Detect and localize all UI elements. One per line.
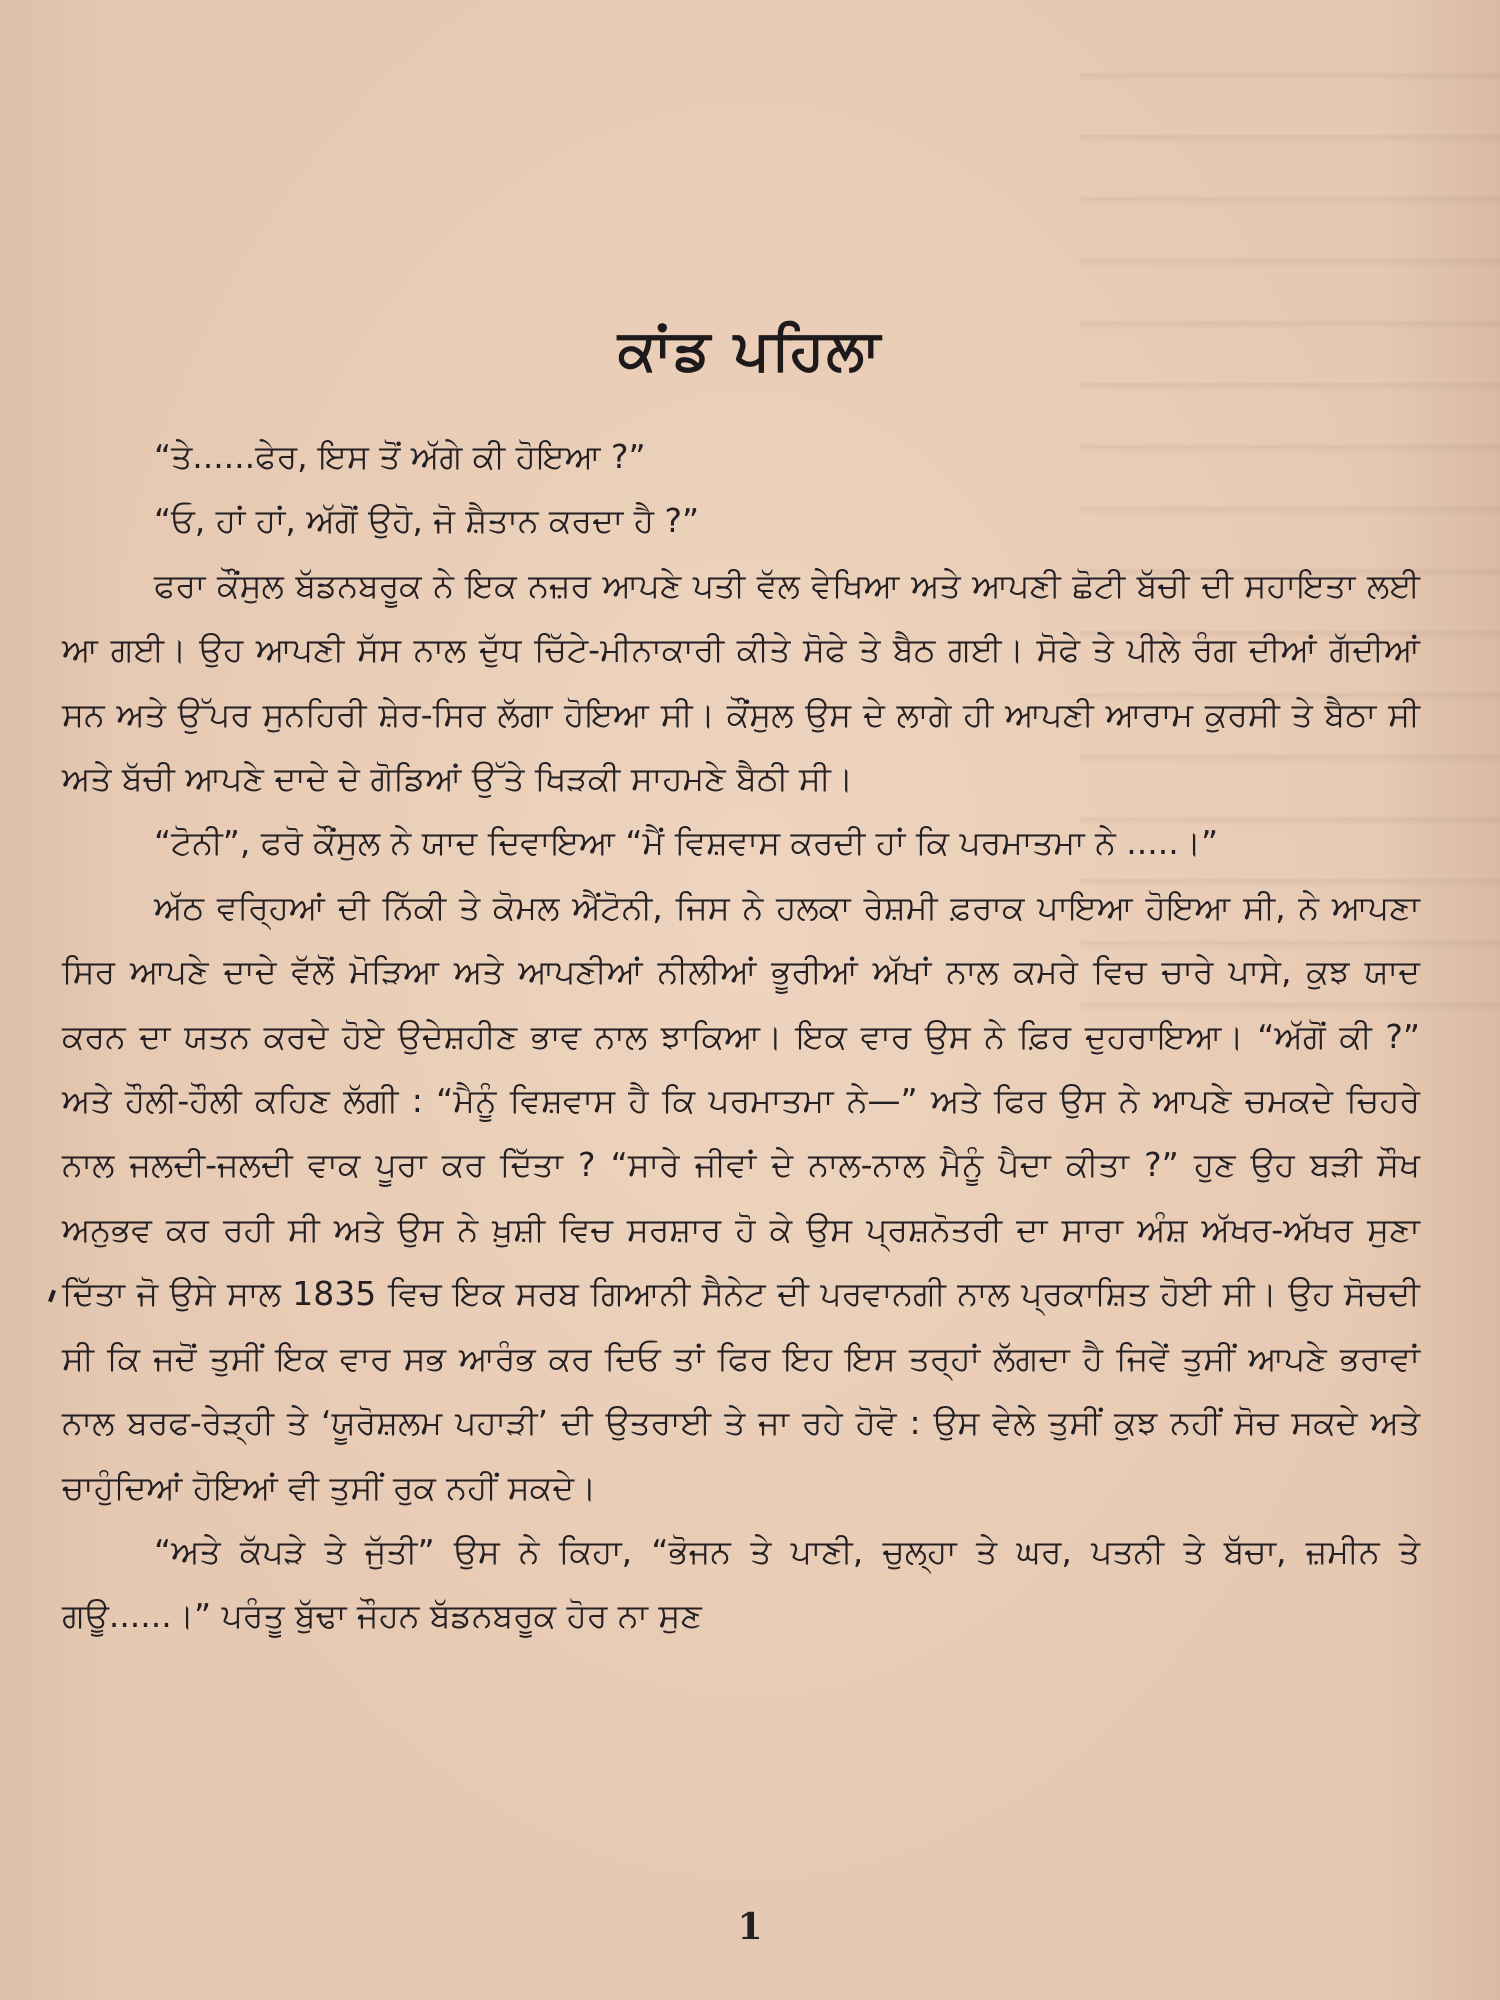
paragraph: “ਟੋਨੀ”, ਫਰੋ ਕੌਂਸੁਲ ਨੇ ਯਾਦ ਦਿਵਾਇਆ “ਮੈਂ ਵਿਸ਼ਵਾਸ ਕਰਦੀ ਹਾਂ ਕਿ ਪਰਮਾਤਮਾ ਨੇ .....।” [154,823,1219,863]
body-text [62,425,1420,1649]
paragraph: “ਓ, ਹਾਂ ਹਾਂ, ਅੱਗੋਂ ਉਹੋ, ਜੋ ਸ਼ੈਤਾਨ ਕਰਦਾ ਹੈ ?” [154,501,700,541]
paragraph: ਅੱਠ ਵਰ੍ਹਿਆਂ ਦੀ ਨਿੱਕੀ ਤੇ ਕੋਮਲ ਐਂਟੋਨੀ, ਜਿਸ ਨੇ ਹਲਕਾ ਰੇਸ਼ਮੀ ਫ਼ਰਾਕ ਪਾਇਆ ਹੋਇਆ ਸੀ, ਨੇ ਆਪਣਾ ਸਿਰ ਆਪਣੇ ਦਾਦੇ ਵੱਲੋਂ ਮੋੜਿਆ ਅਤੇ ਆਪਣੀਆਂ ਨੀਲੀਆਂ ਭੂਰੀਆਂ ਅੱਖਾਂ ਨਾਲ ਕਮਰੇ ਵਿਚ ਚਾਰੇ ਪਾਸੇ, ਕੁਝ ਯਾਦ ਕਰਨ ਦਾ ਯਤਨ ਕਰਦੇ ਹੋਏ ਉਦੇਸ਼ਹੀਣ ਭਾਵ ਨਾਲ ਝਾਕਿਆ। ਇਕ ਵਾਰ ਉਸ ਨੇ ਫ਼ਿਰ ਦੁਹਰਾਇਆ। “ਅੱਗੋਂ ਕੀ ?” ਅਤੇ ਹੌਲੀ-ਹੌਲੀ ਕਹਿਣ ਲੱਗੀ : “ਮੈਨੂੰ ਵਿਸ਼ਵਾਸ ਹੈ ਕਿ ਪਰਮਾਤਮਾ ਨੇ—” ਅਤੇ ਫਿਰ ਉਸ ਨੇ ਆਪਣੇ ਚਮਕਦੇ ਚਿਹਰੇ ਨਾਲ ਜਲਦੀ-ਜਲਦੀ ਵਾਕ ਪੂਰਾ ਕਰ ਦਿੱਤਾ ? “ਸਾਰੇ ਜੀਵਾਂ ਦੇ ਨਾਲ-ਨਾਲ ਮੈਨੂੰ ਪੈਦਾ ਕੀਤਾ ?” ਹੁਣ ਉਹ ਬੜੀ ਸੌਖ ਅਨੁਭਵ ਕਰ ਰਹੀ ਸੀ ਅਤੇ ਉਸ ਨੇ ਖ਼ੁਸ਼ੀ ਵਿਚ ਸਰਸ਼ਾਰ ਹੋ ਕੇ ਉਸ ਪ੍ਰਸ਼ਨੋਤਰੀ ਦਾ ਸਾਰਾ ਅੰਸ਼ ਅੱਖਰ-ਅੱਖਰ ਸੁਣਾ ਦਿੱਤਾ ਜੋ ਉਸੇ ਸਾਲ 1835 ਵਿਚ ਇਕ ਸਰਬ ਗਿਆਨੀ ਸੈਨੇਟ ਦੀ ਪਰਵਾਨਗੀ ਨਾਲ ਪ੍ਰਕਾਸ਼ਿਤ ਹੋਈ ਸੀ। ਉਹ ਸੋਚਦੀ ਸੀ ਕਿ ਜਦੋਂ ਤੁਸੀਂ ਇਕ ਵਾਰ ਸਭ ਆਰੰਭ ਕਰ ਦਿਓ ਤਾਂ ਫਿਰ ਇਹ ਇਸ ਤਰ੍ਹਾਂ ਲੱਗਦਾ ਹੈ ਜਿਵੇਂ ਤੁਸੀਂ ਆਪਣੇ ਭਰਾਵਾਂ ਨਾਲ ਬਰਫ-ਰੇੜ੍ਹੀ ਤੇ ‘ਯੂਰੋਸ਼ਲਮ ਪਹਾੜੀ’ ਦੀ ਉਤਰਾਈ ਤੇ ਜਾ ਰਹੇ ਹੋਵੋ : ਉਸ ਵੇਲੇ ਤੁਸੀਂ ਕੁਝ ਨਹੀਂ ਸੋਚ ਸਕਦੇ ਅਤੇ ਚਾਹੁੰਦਿਆਂ ਹੋਇਆਂ ਵੀ ਤੁਸੀਂ ਰੁਕ ਨਹੀਂ ਸਕਦੇ। [62,887,1420,1507]
paragraph: ਫਰਾ ਕੌਂਸੁਲ ਬੱਡਨਬਰੂਕ ਨੇ ਇਕ ਨਜ਼ਰ ਆਪਣੇ ਪਤੀ ਵੱਲ ਵੇਖਿਆ ਅਤੇ ਆਪਣੀ ਛੋਟੀ ਬੱਚੀ ਦੀ ਸਹਾਇਤਾ ਲਈ ਆ ਗਈ। ਉਹ ਆਪਣੀ ਸੱਸ ਨਾਲ ਦੁੱਧ ਚਿੱਟੇ-ਮੀਨਾਕਾਰੀ ਕੀਤੇ ਸੋਫੇ ਤੇ ਬੈਠ ਗਈ। ਸੋਫੇ ਤੇ ਪੀਲੇ ਰੰਗ ਦੀਆਂ ਗੱਦੀਆਂ ਸਨ ਅਤੇ ਉੱਪਰ ਸੁਨਹਿਰੀ ਸ਼ੇਰ-ਸਿਰ ਲੱਗਾ ਹੋਇਆ ਸੀ। ਕੌਂਸੁਲ ਉਸ ਦੇ ਲਾਗੇ ਹੀ ਆਪਣੀ ਆਰਾਮ ਕੁਰਸੀ ਤੇ ਬੈਠਾ ਸੀ ਅਤੇ ਬੱਚੀ ਆਪਣੇ ਦਾਦੇ ਦੇ ਗੋਡਿਆਂ ਉੱਤੇ ਖਿੜਕੀ ਸਾਹਮਣੇ ਬੈਠੀ ਸੀ। [62,565,1420,799]
paragraph: “ਤੇ......ਫੇਰ, ਇਸ ਤੋਂ ਅੱਗੇ ਕੀ ਹੋਇਆ ?” [154,437,646,476]
chapter-title: ਕਾਂਡ ਪਹਿਲਾ [617,318,883,383]
paragraph: “ਅਤੇ ਕੱਪੜੇ ਤੇ ਜੁੱਤੀ” ਉਸ ਨੇ ਕਿਹਾ, “ਭੋਜਨ ਤੇ ਪਾਣੀ, ਚੁਲ੍ਹਾ ਤੇ ਘਰ, ਪਤਨੀ ਤੇ ਬੱਚਾ, ਜ਼ਮੀਨ ਤੇ ਗਊ......।” ਪਰੰਤੂ ਬੁੱਢਾ ਜੌਹਨ ਬੱਡਨਬਰੂਕ ਹੋਰ ਨਾ ਸੁਣ [62,1531,1420,1636]
ink-mark [48,1290,56,1303]
page-number: 1 [737,1906,763,1948]
